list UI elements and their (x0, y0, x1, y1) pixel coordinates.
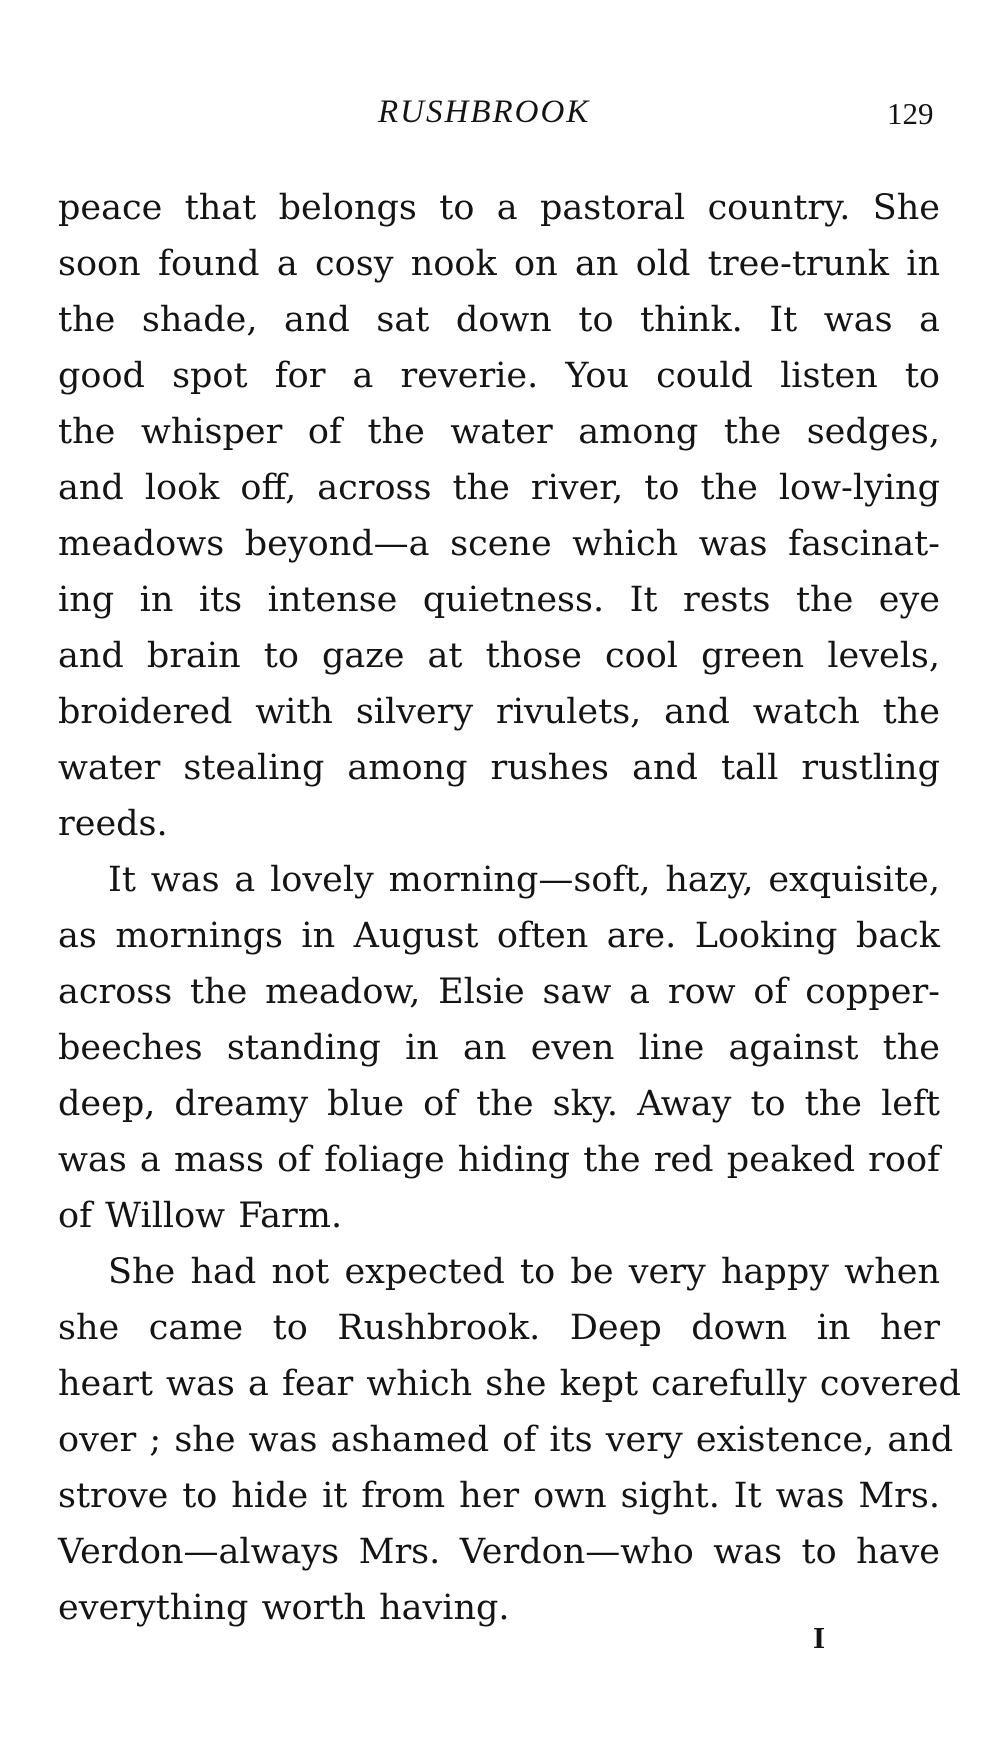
text-line: soon found a cosy nook on an old tree-trunk in (58, 244, 940, 284)
text-line: and look off, across the river, to the low-lying (58, 468, 940, 508)
text-line: over ; she was ashamed of its very existence, and (58, 1420, 954, 1460)
text-line: as mornings in August often are. Looking back (58, 916, 940, 956)
paragraph-1 (58, 180, 940, 852)
text-line: She had not expected to be very happy when (108, 1252, 940, 1292)
text-line: beeches standing in an even line against the (58, 1028, 940, 1068)
text-line: It was a lovely morning—soft, hazy, exquisite, (108, 860, 940, 900)
text-line: was a mass of foliage hiding the red peaked roof (58, 1140, 940, 1180)
text-line: meadows beyond—a scene which was fascinat- (58, 524, 940, 564)
text-line: the whisper of the water among the sedges, (58, 412, 940, 452)
text-line: across the meadow, Elsie saw a row of copper- (58, 972, 940, 1012)
text-line: Verdon—always Mrs. Verdon—who was to have (58, 1532, 940, 1572)
text-line: good spot for a reverie. You could listen to (58, 356, 940, 396)
text-line: deep, dreamy blue of the sky. Away to the left (58, 1084, 940, 1124)
paragraph-2 (58, 852, 940, 1244)
text-line: she came to Rushbrook. Deep down in her (58, 1308, 940, 1348)
text-line: reeds. (58, 804, 168, 844)
text-line: ing in its intense quietness. It rests the eye (58, 580, 940, 620)
text-line: and brain to gaze at those cool green levels, (58, 636, 940, 676)
running-head (0, 92, 1000, 142)
running-title: RUSHBROOK (378, 94, 591, 130)
paragraph-3 (58, 1244, 961, 1636)
body-text (58, 180, 961, 1636)
page-number: 129 (887, 96, 934, 131)
text-line: broidered with silvery rivulets, and watch the (58, 692, 940, 732)
text-line: heart was a fear which she kept carefully covered (58, 1364, 961, 1404)
text-line: peace that belongs to a pastoral country. She (58, 188, 940, 228)
text-line: water stealing among rushes and tall rustling (58, 748, 940, 788)
text-line: strove to hide it from her own sight. It was Mrs. (58, 1476, 940, 1516)
signature-mark: I (813, 1620, 826, 1655)
text-line: the shade, and sat down to think. It was a (58, 300, 940, 340)
text-line: everything worth having. (58, 1588, 510, 1628)
text-line: of Willow Farm. (58, 1196, 343, 1236)
